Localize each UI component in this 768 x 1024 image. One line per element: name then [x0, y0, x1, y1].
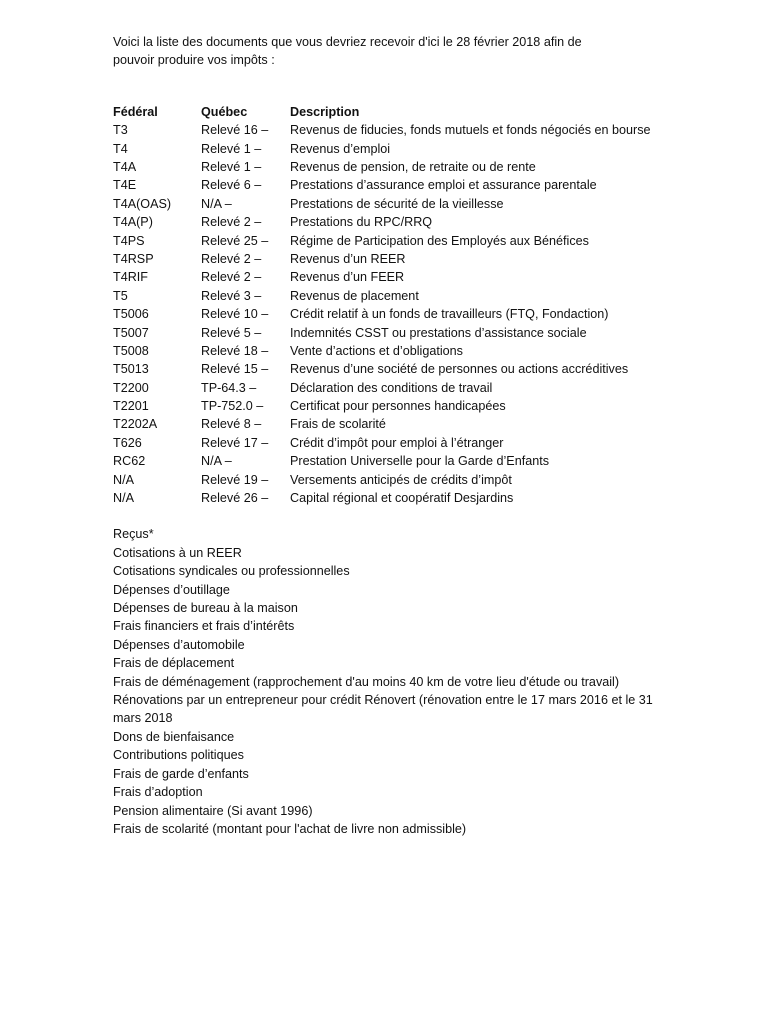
cell-quebec: N/A –	[201, 454, 232, 469]
cell-description: Revenus de pension, de retraite ou de rente	[290, 159, 536, 174]
cell-description: Revenus d’emploi	[290, 141, 391, 156]
cell-description: Vente d’actions et d’obligations	[290, 343, 463, 358]
table-header-row	[113, 103, 673, 121]
cell-description: Régime de Participation des Employés aux Bénéfices	[290, 233, 589, 248]
list-item: Frais de garde d’enfants	[113, 766, 249, 781]
cell-quebec: TP-64.3 –	[201, 380, 257, 395]
list-item: Dépenses de bureau à la maison	[113, 601, 298, 616]
table-row	[113, 121, 673, 139]
cell-quebec: Relevé 3 –	[201, 288, 262, 303]
cell-quebec: Relevé 19 –	[201, 472, 269, 487]
list-item: Dépenses d’automobile	[113, 637, 245, 652]
cell-federal: T2200	[113, 380, 149, 395]
table-row	[113, 489, 673, 507]
cell-federal: T626	[113, 435, 142, 450]
cell-description: Certificat pour personnes handicapées	[290, 399, 506, 414]
cell-federal: RC62	[113, 454, 146, 469]
list-item: Pension alimentaire (Si avant 1996)	[113, 803, 313, 818]
cell-description: Versements anticipés de crédits d’impôt	[290, 472, 512, 487]
cell-federal: T4RIF	[113, 270, 148, 285]
cell-federal: N/A	[113, 472, 134, 487]
cell-quebec: Relevé 2 –	[201, 251, 262, 266]
list-item: Frais de scolarité (montant pour l'achat de livre non admissible)	[113, 821, 467, 836]
cell-federal: T4A(P)	[113, 215, 153, 230]
receipts-title: Reçus*	[113, 527, 154, 542]
cell-description: Revenus d’un FEER	[290, 270, 405, 285]
table-row	[113, 471, 673, 489]
list-item: Cotisations syndicales ou professionnelles	[113, 564, 350, 579]
table-row	[113, 140, 673, 158]
cell-quebec: Relevé 1 –	[201, 141, 262, 156]
cell-federal: T5013	[113, 362, 149, 377]
cell-quebec: Relevé 1 –	[201, 159, 262, 174]
cell-federal: T5008	[113, 343, 149, 358]
cell-federal: T5006	[113, 307, 149, 322]
table-row	[113, 305, 673, 323]
cell-federal: T2202A	[113, 417, 158, 432]
cell-federal: T5	[113, 288, 128, 303]
cell-quebec: Relevé 16 –	[201, 123, 269, 138]
table-row	[113, 250, 673, 268]
cell-quebec: Relevé 15 –	[201, 362, 269, 377]
intro-line-1: Voici la liste des documents que vous devriez recevoir d'ici le 28 février 2018 afin de	[113, 35, 582, 49]
cell-description: Revenus de placement	[290, 288, 419, 303]
cell-quebec: Relevé 8 –	[201, 417, 262, 432]
table-row	[113, 379, 673, 397]
table-row	[113, 342, 673, 360]
table-row	[113, 397, 673, 415]
cell-description: Déclaration des conditions de travail	[290, 380, 493, 395]
cell-description: Prestations de sécurité de la vieillesse	[290, 196, 504, 211]
cell-description: Prestations d’assurance emploi et assurance parentale	[290, 178, 597, 193]
list-item: Rénovations par un entrepreneur pour crédit Rénovert (rénovation entre le 17 mars 2016 et le 31 mars 2018	[113, 693, 653, 726]
cell-quebec: Relevé 17 –	[201, 435, 269, 450]
table-row	[113, 287, 673, 305]
document-page	[113, 33, 673, 838]
cell-description: Prestations du RPC/RRQ	[290, 215, 433, 230]
intro-paragraph	[113, 33, 643, 70]
cell-description: Crédit d’impôt pour emploi à l’étranger	[290, 435, 504, 450]
cell-description: Capital régional et coopératif Desjardins	[290, 491, 514, 506]
cell-federal: T4E	[113, 178, 137, 193]
table-row	[113, 415, 673, 433]
table-row	[113, 176, 673, 194]
table-row	[113, 195, 673, 213]
cell-description: Indemnités CSST ou prestations d’assistance sociale	[290, 325, 587, 340]
list-item: Contributions politiques	[113, 748, 244, 763]
receipts-list	[113, 544, 673, 839]
cell-federal: T4	[113, 141, 128, 156]
cell-quebec: Relevé 18 –	[201, 343, 269, 358]
table-row	[113, 434, 673, 452]
documents-table	[113, 103, 673, 508]
list-item: Frais de déplacement	[113, 656, 235, 671]
cell-quebec: Relevé 5 –	[201, 325, 262, 340]
cell-quebec: Relevé 10 –	[201, 307, 269, 322]
table-row	[113, 360, 673, 378]
header-federal: Fédéral	[113, 104, 158, 119]
cell-description: Frais de scolarité	[290, 417, 386, 432]
table-row	[113, 452, 673, 470]
cell-description: Revenus d’une société de personnes ou actions accréditives	[290, 362, 629, 377]
list-item: Frais financiers et frais d’intérêts	[113, 619, 295, 634]
cell-description: Crédit relatif à un fonds de travailleurs (FTQ, Fondaction)	[290, 307, 609, 322]
cell-description: Revenus de fiducies, fonds mutuels et fonds négociés en bourse	[290, 123, 651, 138]
cell-quebec: Relevé 26 –	[201, 491, 269, 506]
table-row	[113, 268, 673, 286]
cell-federal: T2201	[113, 399, 149, 414]
list-item: Dons de bienfaisance	[113, 729, 235, 744]
list-item: Frais de déménagement (rapprochement d'au moins 40 km de votre lieu d'étude ou travail)	[113, 674, 620, 689]
list-item: Cotisations à un REER	[113, 545, 242, 560]
cell-description: Prestation Universelle pour la Garde d’Enfants	[290, 454, 550, 469]
list-item: Frais d’adoption	[113, 785, 203, 800]
cell-federal: T4A(OAS)	[113, 196, 172, 211]
receipts-section	[113, 525, 673, 838]
cell-federal: T4RSP	[113, 251, 154, 266]
cell-description: Revenus d’un REER	[290, 251, 406, 266]
cell-quebec: N/A –	[201, 196, 232, 211]
cell-quebec: Relevé 2 –	[201, 270, 262, 285]
table-body	[113, 121, 673, 507]
list-item: Dépenses d’outillage	[113, 582, 230, 597]
cell-quebec: Relevé 2 –	[201, 215, 262, 230]
cell-quebec: TP-752.0 –	[201, 399, 264, 414]
table-row	[113, 213, 673, 231]
table-row	[113, 232, 673, 250]
cell-federal: T4A	[113, 159, 137, 174]
table-row	[113, 158, 673, 176]
cell-federal: N/A	[113, 491, 134, 506]
intro-line-2: pouvoir produire vos impôts :	[113, 53, 275, 68]
table-row	[113, 324, 673, 342]
cell-quebec: Relevé 25 –	[201, 233, 269, 248]
cell-federal: T4PS	[113, 233, 145, 248]
cell-federal: T5007	[113, 325, 149, 340]
header-description: Description	[290, 104, 360, 119]
cell-quebec: Relevé 6 –	[201, 178, 262, 193]
cell-federal: T3	[113, 123, 128, 138]
header-quebec: Québec	[201, 104, 248, 119]
